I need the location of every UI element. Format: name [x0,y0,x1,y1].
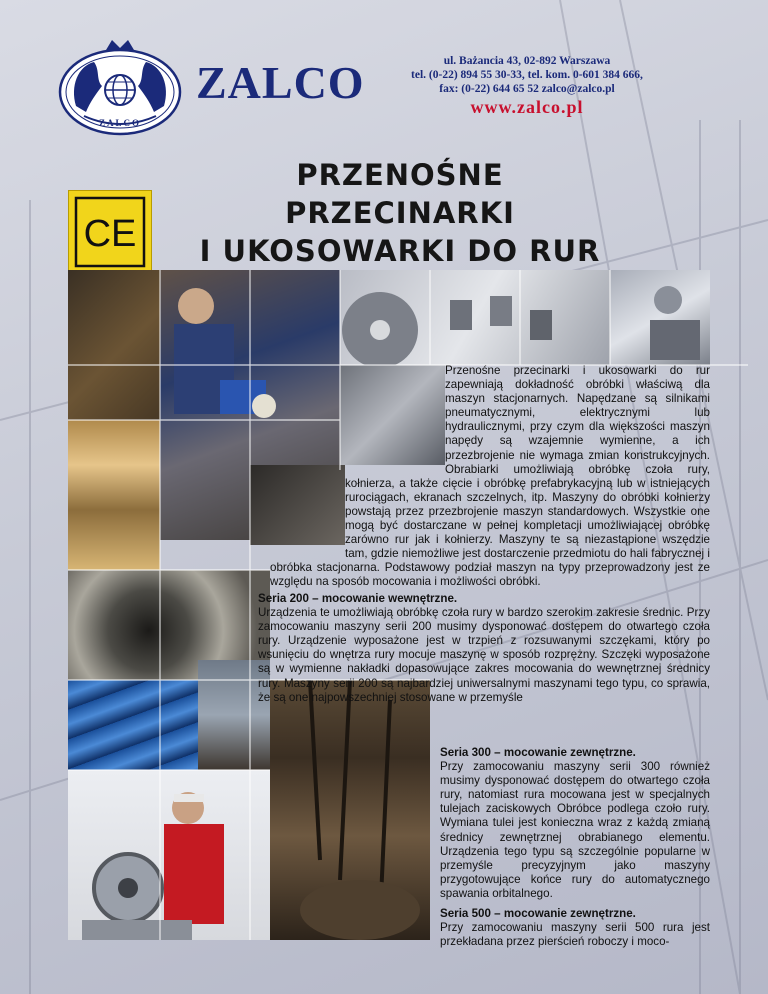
section-300 [440,746,710,901]
ce-mark-text: CE [83,213,137,255]
brand-name: ZALCO [196,57,365,108]
title-line-2: I UKOSOWARKI DO RUR [199,234,601,268]
website-link[interactable]: www.zalco.pl [470,97,584,117]
section-200-heading: Seria 200 – mocowanie wewnętrzne. [258,592,458,605]
section-200 [258,592,710,705]
section-200-body: Urządzenia te umożliwiają obróbkę czoła rury w bardzo szerokim zakresie średnic. Przy zamocowaniu maszyny serii 200 musimy dysponować dostępem do otwartego czoła rury. Urządzenie wyposażone jest w trzpień z rozsuwanymi szczękami, który po wsunięciu do wnętrza rury mocuje maszynę w sposób rozprężny. Szczęki wyposażone są w wymienne nakładki dopasowujące zakres mocowania do wewnętrznej średnicy rury. Maszyny serii 200 są najbardziej uniwersalnymi maszynami tego typu, co sprawia, że są one najpowszechniej stosowane w przemyśle [258,606,710,704]
section-300-heading: Seria 300 – mocowanie zewnętrzne. [440,746,636,759]
section-500-heading: Seria 500 – mocowanie zewnętrzne. [440,907,636,921]
intro-paragraph: Przenośne przecinarki i ukosowarki do rur zapewniają dokładność obróbki właściwą dla maszyn stacjonarnych. Napędzane są silnikami pneumatycznymi, elektrycznymi lub hydraulicznymi, przy czym dla większości maszyn napędy są wzajemnie wymienne, a ich przezbrojenie nie wymaga zmian konstrukcyjnych. Obrabiarki umożliwiają obróbkę czoła rury, kołnierza, a także cięcie i obróbkę prefabrykacyjną lub w istniejących rurociągach, ekranach szczelnych, itp. Maszyny do obróbki kołnierzy powstają przez przezbrojenie maszyn standardowych. Wszystkie one mogą być dostarczane w pełnej kompletacji umożliwiającej obróbkę zarówno rur jak i kołnierzy. Maszyny te są niezastąpione wszędzie tam, gdzie niemożliwe jest dostarczenie przedmiotu do hali fabrycznej i obróbka stacjonarna. Podstawowy podział maszyn na typy przeprowadzony jest ze względu na sposób mocowania i możliwości obróbki. [270,364,710,589]
phone-line: tel. (0-22) 894 55 30-33, tel. kom. 0-601 384 666, [411,69,643,81]
section-500 [440,907,710,949]
title-line-1: PRZENOŚNE PRZECINARKI [285,158,515,230]
logo-text: ZALCO [98,118,142,128]
section-500-body: Przy zamocowaniu maszyny serii 500 rura jest przekładana przez pierścień roboczy i moco- [440,921,710,949]
section-300-body: Przy zamocowaniu maszyny serii 300 również musimy dysponować dostępem do otwartego czoła rury, natomiast rura mocowana jest w specjalnych tulejach zaciskowych Obróbce podlega czoło rury. Wymiana tulei jest konieczna wraz z każdą zmianą średnicy zewnętrznej obrabianego elementu. Urządzenia tego typu są szczególnie popularne w przemyśle precyzyjnym jako maszyny przygotowujące końce rury do automatycznego spawania orbitalnego. [440,760,710,900]
fax-email-line: fax: (0-22) 644 65 52 zalco@zalco.pl [439,83,615,95]
address-line: ul. Bażancia 43, 02-892 Warszawa [443,55,611,67]
